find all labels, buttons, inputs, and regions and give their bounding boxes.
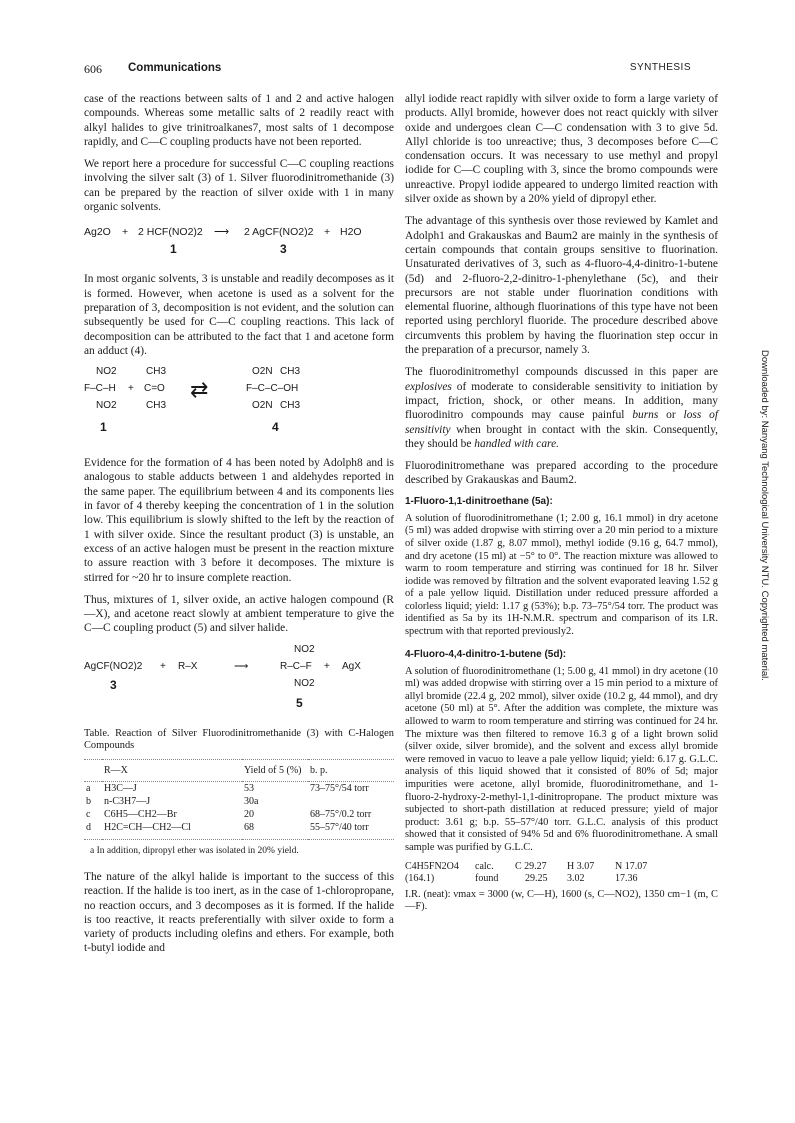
page-number: 606	[84, 62, 102, 76]
safety-paragraph: The fluorodinitromethyl compounds discussed in this paper are explosives of moderate to considerable sensitivity to initiation by impact, friction, shock, or other means. In addition, many fluorodinitro compounds may cause painful burns or loss of sensitivity when brought in contact with the skin. Consequently, they should be handled with care.	[405, 366, 719, 450]
paragraph: The nature of the alkyl halide is important to the success of this reaction. If the halide is too inert, as in the case of 1-chloropropane, no reaction occurs, and 3 decomposes as it is formed. If the halide is too reactive, it reacts preferentially with silver oxide to form a variety of products including olefins and ethers. For example, both t-butyl iodide and	[84, 870, 394, 955]
table-header: Yield of 5 (%)	[242, 759, 308, 781]
paragraph: In most organic solvents, 3 is unstable and readily decomposes as it is formed. However, when acetone is used as a solvent for the preparation of 3, decomposition is not evident, and the solution can subsequently be used for C—C coupling reactions. This lack of decomposition can be attributed to the fact that 1 and acetone form an adduct (4).	[84, 273, 394, 357]
experimental-heading: 1-Fluoro-1,1-dinitroethane (5a):	[405, 495, 553, 507]
paragraph: allyl iodide react rapidly with silver oxide to form a large variety of products. Allyl bromide, however does not react quickly with silver oxide and undergoes clean C—C condensation with 3 to give 5d. Allyl chloride is too unreactive; thus, 3 decomposes before C—C condensation occurs. It was necessary to use methyl and propyl iodide for C—C coupling with 3, since the bromo compounds were unreactive. Propyl iodide appeared to undergo limited reaction with silver oxide as shown by a 20% yield of dipropyl ether.	[405, 93, 718, 206]
section-title: Communications	[128, 62, 222, 74]
table-caption: Table. Reaction of Silver Fluorodinitromethanide (3) with C-Halogen Compounds	[84, 727, 394, 752]
results-table	[84, 759, 394, 840]
experimental-text: A solution of fluorodinitromethane (1; 5.00 g, 41 mmol) in dry acetone (10 ml) was added dropwise with stirring over a 15 min period to a mixture of allyl bromide (22.4 g, 202 mmol), silver oxide (10.2 g, 44 mmol), and dry acetone (50 ml) at 5°. After the addition was complete, the mixture was allowed to warm to room temperature and stirring was continued for 24 hr. The mixture was then filtered to remove 16.3 g of a light brown solid (silver oxide, silver bromide), and the solvent and excess allyl bromide were removed in vacuo to leave a pale yellow liquid; yield: 6.17 g. G.L.C. analysis of this liquid showed that it consisted of 80% of 5d; major impurities were acetone, allyl bromide, fluorodinitromethane, and 1-fluoro-2-hydroxy-2-methyl-1,1-dinitropropane. The product mixture was subjected to short-path distillation at reduced pressure; yield of major product: 3.61 g; b.p. 55–57°/40 torr. G.L.C. analysis of this product showed that it consisted of 94% 5d and 6% fluorodinitromethane. A small sample was purified by G.L.C.	[405, 665, 718, 853]
table-header: R—X	[102, 759, 242, 781]
equation-3: NO2 AgCF(NO2)2 + R–X ⟶ R–C–F + AgX NO2 3 5	[84, 643, 361, 710]
left-column	[84, 92, 394, 964]
right-column	[405, 92, 718, 920]
equation-1: Ag2O + 2 HCF(NO2)2 ⟶ 2 AgCF(NO2)2 + H2O 1 3	[84, 226, 362, 257]
download-notice: Downloaded by: Nanyang Technological University NTU. Copyrighted material.	[759, 350, 770, 681]
paragraph: Fluorodinitromethane was prepared according to the procedure described by Grakauskas and Baum2.	[405, 460, 718, 487]
journal-name: SYNTHESIS	[629, 62, 691, 73]
table-header: b. p.	[308, 759, 394, 781]
table-row: a H3C—J 53 73–75°/54 torr	[86, 782, 369, 794]
ir-data: I.R. (neat): νmax = 3000 (w, C—H), 1600 (s, C—NO2), 1350 cm−1 (m, C—F).	[405, 888, 718, 913]
elemental-analysis: C4H5FN2O4 calc. C 29.27 H 3.07 N 17.07 (164.1) found 29.25 3.02 17.36	[405, 860, 648, 884]
paragraph: Evidence for the formation of 4 has been noted by Adolph8 and is analogous to stable adducts between 1 and aldehydes reported in the same paper. The equilibrium between 4 and its components lies in favor of 4 thereby keeping the concentration of 1 in the solution low. This equilibrium is slowly shifted to the left by the reaction of 1 with silver oxide. Since the resultant product (3) is unstable, an excess of an active halogen must be present in the reaction mixture to assure reaction with 3 before it decomposes. The mixture is stirred for ~20 hr to insure complete reaction.	[84, 457, 394, 584]
paragraph: We report here a procedure for successful C—C coupling reactions involving the silver salt (3) of 1. Silver fluorodinitromethanide (3) can be prepared by the reaction of silver oxide with 1 in many organic solvents.	[84, 158, 394, 214]
experimental-text: A solution of fluorodinitromethane (1; 2.00 g, 16.1 mmol) in dry acetone (5 ml) was added dropwise with stirring over a 20 min period to a mixture of silver oxide (1.87 g, 8.07 mmol), methyl iodide (9.16 g, 64.7 mmol), and dry acetone (15 ml) at −5° to 0°. The reaction mixture was allowed to warm to room temperature and stirring was continued for 18 hr. Silver iodide was removed by filtration and the solvent evaporated leaving 1.52 g of a pale yellow liquid. Distillation under reduced pressure afforded a colorless liquid; yield: 1.17 g (53%); b.p. 73–75°/54 torr. The product was identified as 5a by its 1H-N.M.R. spectrum and comparison of its I.R. spectrum with that reported previously2.	[405, 512, 718, 638]
paragraph: Thus, mixtures of 1, silver oxide, an active halogen compound (R—X), and acetone react slowly at ambient temperature to give the C—C coupling product (5) and silver halide.	[84, 593, 394, 635]
table-footnote: a In addition, dipropyl ether was isolated in 20% yield.	[90, 845, 299, 856]
table-row: c C6H5—CH2—Br 20 68–75°/0.2 torr	[86, 808, 372, 820]
paragraph: The advantage of this synthesis over those reviewed by Kamlet and Adolph1 and Grakauskas and Baum2 are mainly in the synthesis of certain compounds that contain groups sensitive to fluorination. Unsaturated derivatives of 3, such as 4-fluoro-4,4-dinitro-1-butene (5d) and 2-fluoro-2,2-dinitro-1-phenylethane (5c), and their precursors are not stable under fluorination conditions with elemental fluorine, although fluorinations of this type have not been reported using perchloryl fluoride. The procedure described above circumvents this problem by having the fluorination step occur in the preparation of a precursor, namely 3.	[405, 215, 718, 357]
table-row: d H2C=CH—CH2—Cl 68 55–57°/40 torr	[84, 821, 394, 840]
equation-2: NO2 CH3 F–C–H + C=O NO2 CH3 ⇄ O2N CH3 F–C–C–OH O2N CH3 1 4	[84, 366, 301, 435]
table-row: b n-C3H7—J 30a	[86, 795, 259, 807]
experimental-heading: 4-Fluoro-4,4-dinitro-1-butene (5d):	[405, 648, 567, 660]
paragraph: case of the reactions between salts of 1 and 2 and active halogen compounds. Whereas some metallic salts of 2 readily react with alkyl halides to give trinitroalkanes7, most salts of 1 decompose rapidly, and C—C coupling products have not been reported.	[84, 93, 394, 148]
